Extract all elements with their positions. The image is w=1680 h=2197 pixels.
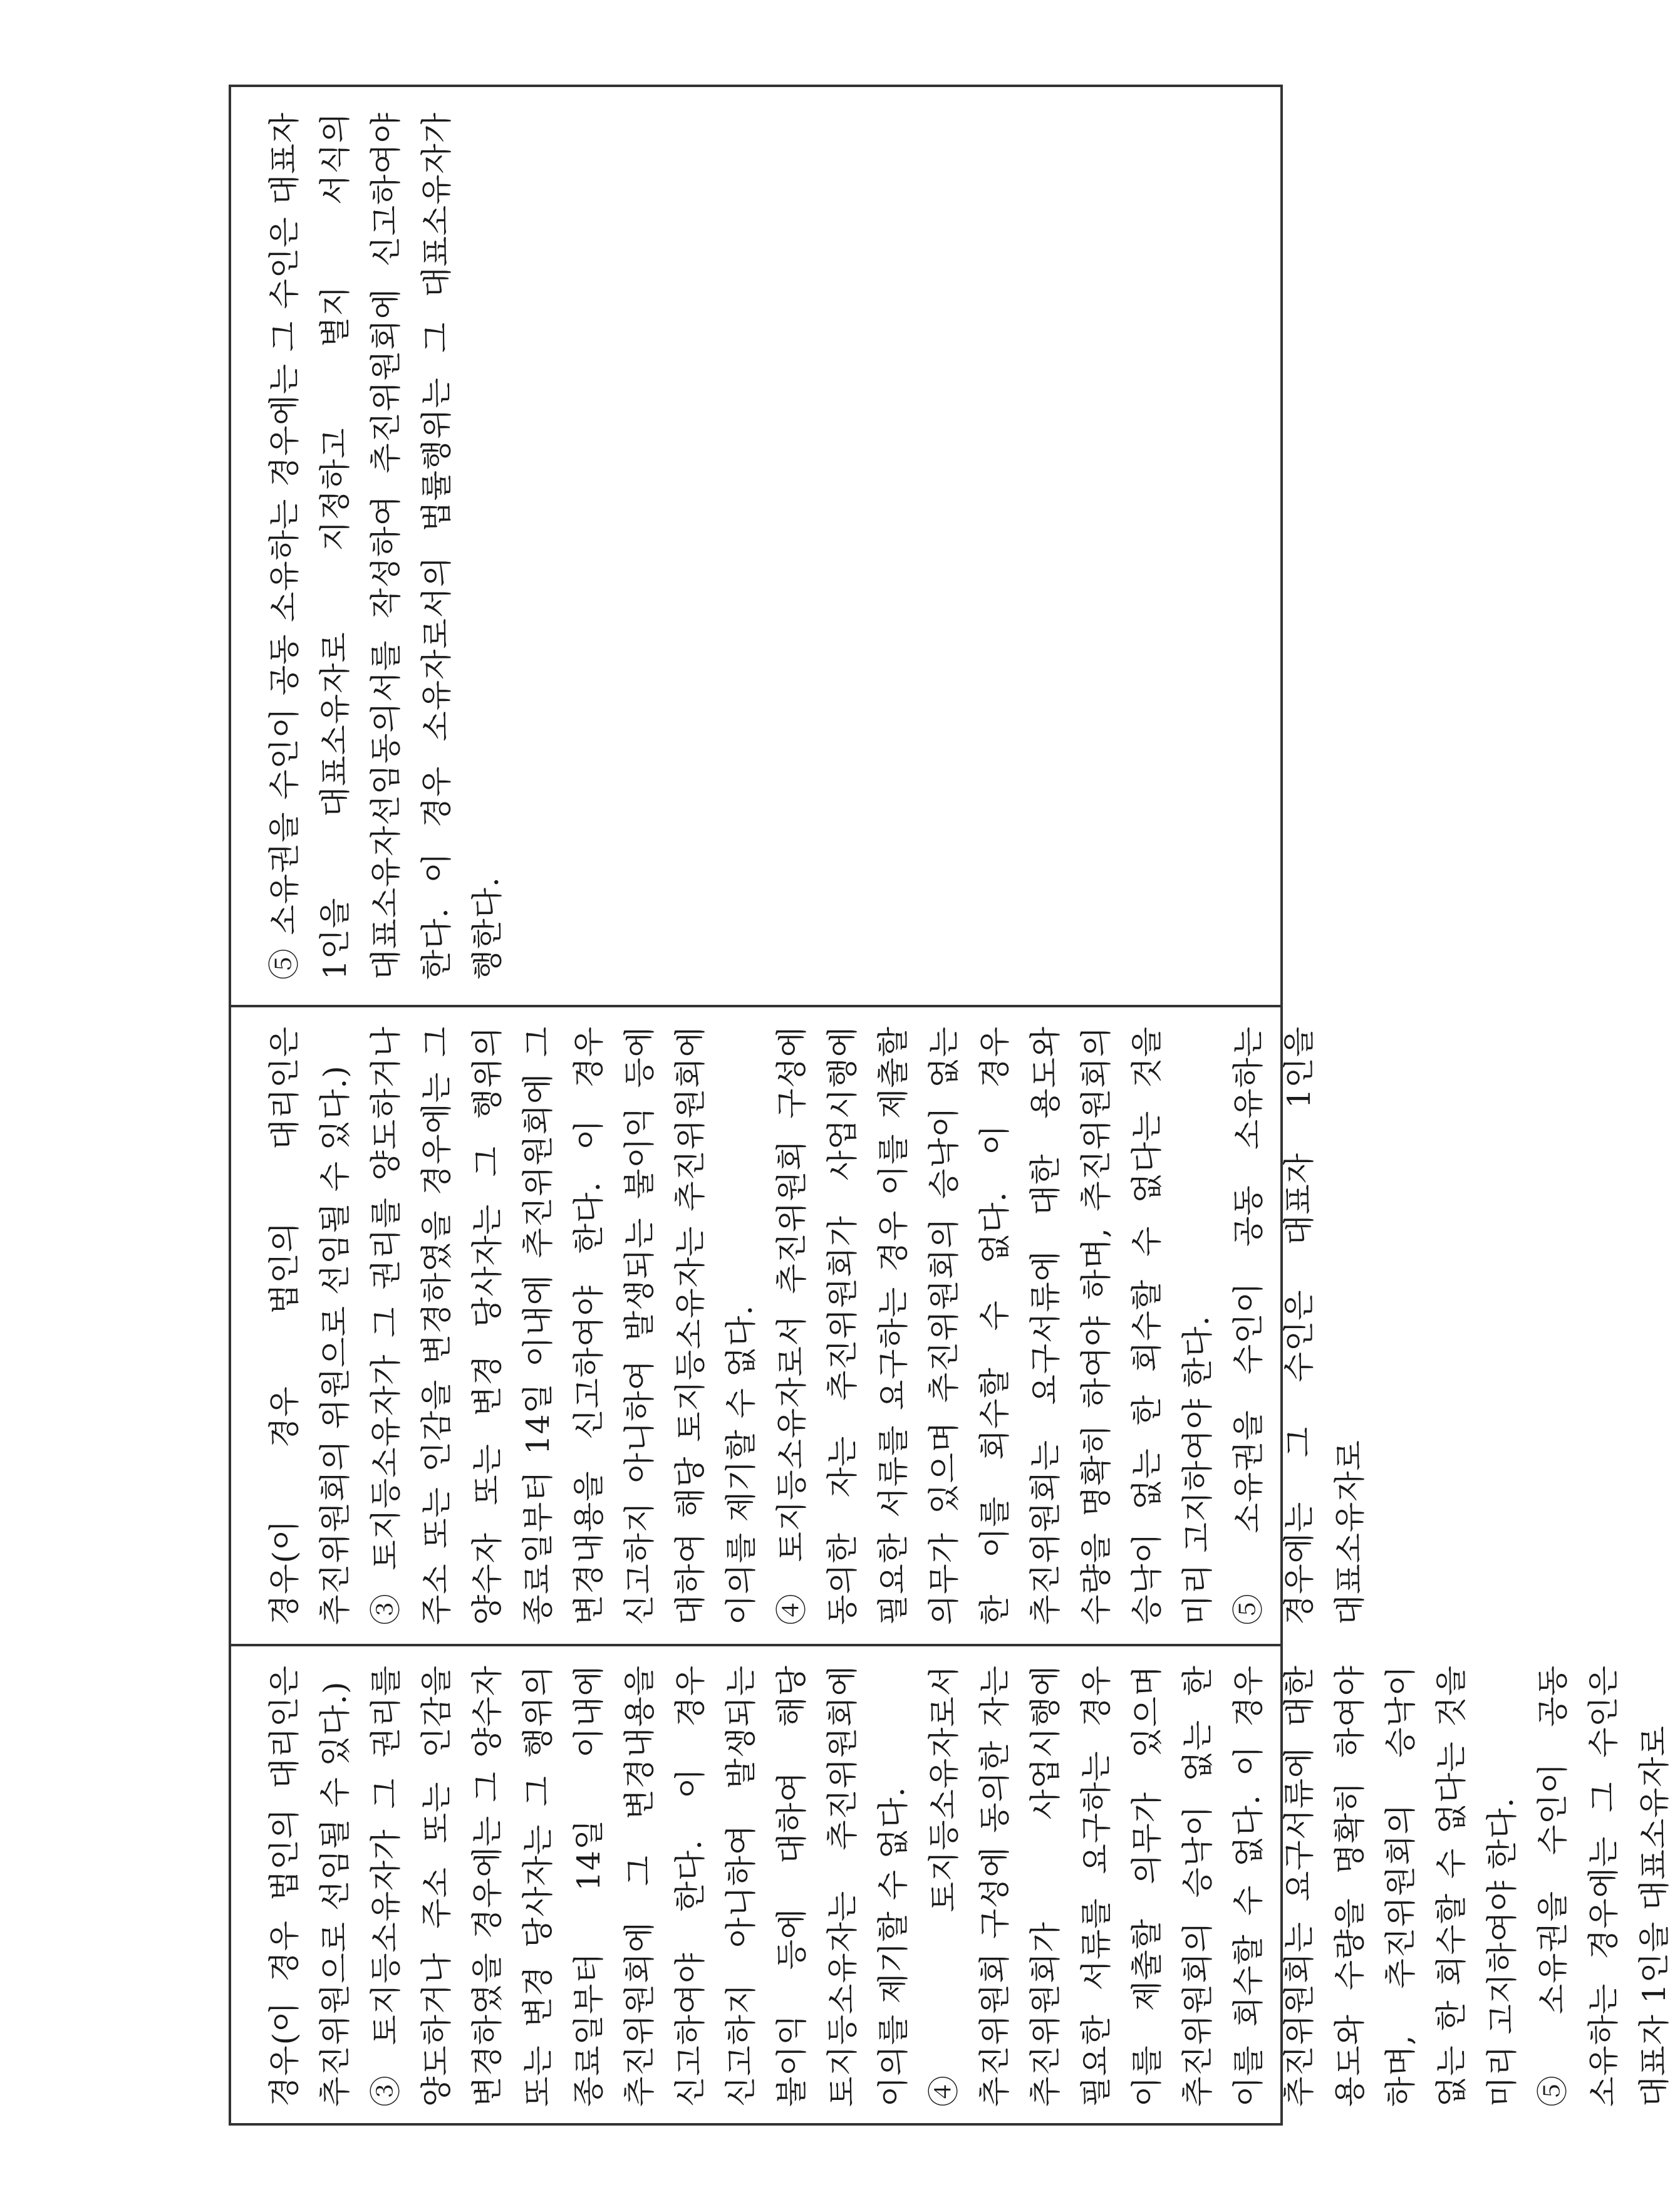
rotated-text-block bbox=[231, 87, 1280, 1005]
comparison-table bbox=[229, 85, 1672, 2126]
rotated-text-block bbox=[231, 1007, 1368, 1644]
paragraph-4: ④ 토지등소유자로서 추진위원회 구성에 동의한 자는 추진위원회가 사업시행에 필요한 서류를 요구하는 경우 이를 제출할 의무가 있으며 추진위원회의 승낙이 없는 한 이를 회수할 수 없다. 이 경우 추진위원회는 요구서류에 대한 용도와 수량을 명확히 하여야 하며, 추진위원회의 승낙이 없는 한 회수할 수 없다는 것을 미리 고지하여야 한다. bbox=[926, 1665, 1520, 2107]
paragraph-5: ⑤ 소유권을 수인이 공동 소유하는 경우에는 그 수인은 대표자 1인을 대표소유자로 bbox=[1230, 1026, 1368, 1625]
paragraph-5: ⑤ 소유권을 수인이 공동 소유하는 경우에는 그 수인은 대표자 1인을 대표소유자로 지정하고 별지 서식의 대표소유자선임동의서를 작성하여 추진위원회에 신고하여야 한다. 이 경우 소유자로서의 법률행위는 그 대표소유자가 행한다. bbox=[266, 112, 506, 980]
rotated-text-block bbox=[231, 1646, 1672, 2126]
paragraph-3: ③ 토지등소유자가 그 권리를 양도하거나 주소 또는 인감을 변경하였을 경우에는 그 양수자 또는 변경 당사자는 그 행위의 종료일부터 14일 이내에 추진위원회에 그 변경내용을 신고하여야 한다. 이 경우 신고하지 아니하여 발생되는 불이익 등에 대하여 해당 토지등소유자는 추진위원회에 이의를 제기할 수 없다. bbox=[368, 1026, 759, 1625]
paragraph-continuation: 경우(이 경우 법인의 대리인은 추진위원으로 선임될 수 있다.) bbox=[266, 1665, 353, 2107]
paragraph-continuation: 경우(이 경우 법인의 대리인은 추진위원회의 위원으로 선임될 수 있다.) bbox=[266, 1026, 353, 1625]
paragraph-4: ④ 토지등소유자로서 추진위원회 구성에 동의한 자는 추진위원회가 사업시행에 필요한 서류를 요구하는 경우 이를 제출할 의무가 있으며 추진위원회의 승낙이 없는 한 이를 회수할 수 없다. 이 경우 추진위원회는 요구서류에 대한 용도와 수량을 명확히 하여야 하며, 추진위원회의 승낙이 없는 한 회수할 수 없다는 것을 미리 고지하여야 한다. bbox=[774, 1026, 1216, 1625]
table-cell-right-column bbox=[231, 87, 1280, 1005]
table-cell-left-column bbox=[231, 1646, 1672, 2126]
paragraph-3: ③ 토지등소유자가 그 권리를 양도하거나 주소 또는 인감을 변경하였을 경우에는 그 양수자 또는 변경 당사자는 그 행위의 종료일부터 14일 이내에 추진위원회에 그 변경내용을 신고하여야 한다. 이 경우 신고하지 아니하여 발생되는 불이익 등에 대하여 해당 토지등소유자는 추진위원회에 이의를 제기할 수 없다. bbox=[368, 1665, 911, 2107]
paragraph-5: ⑤ 소유권을 수인이 공동 소유하는 경우에는 그 수인은 대표자 1인을 대표소유자로 bbox=[1535, 1665, 1672, 2107]
table-cell-middle-column bbox=[231, 1007, 1368, 1644]
